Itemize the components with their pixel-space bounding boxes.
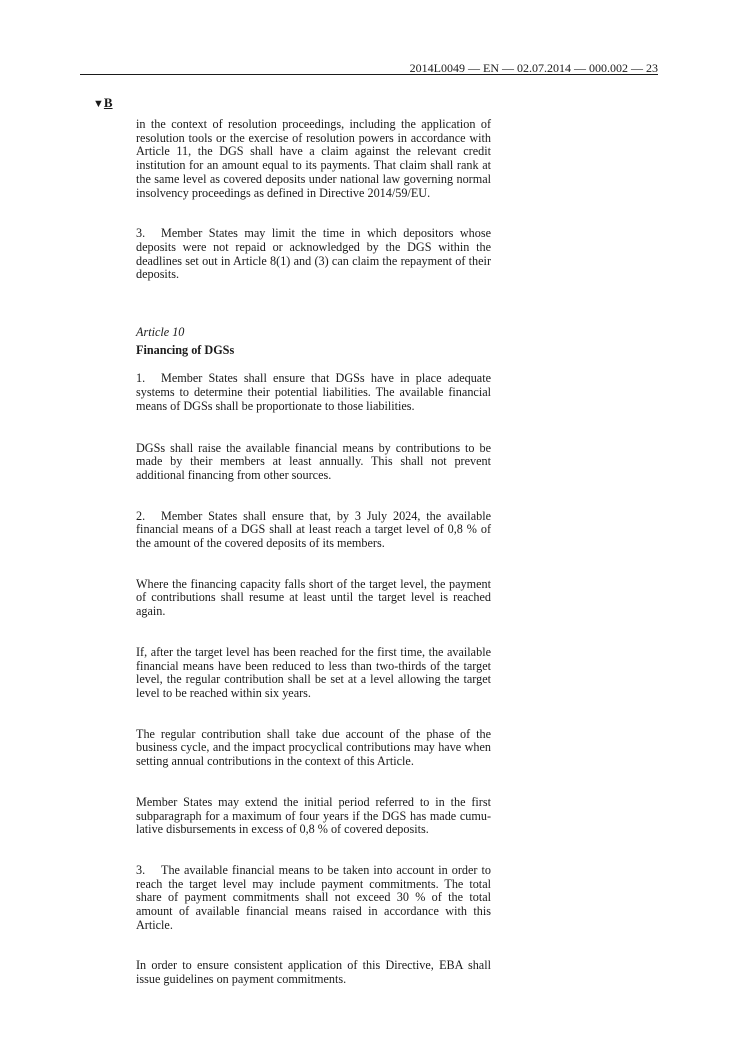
paragraph-10-2-sub-a: Where the financing capacity falls short of the target level, the payment of contributions shall resume at least until the target level is reached again. <box>136 576 491 619</box>
paragraph-text: Member States shall ensure that DGSs have in place adequate systems to determine their potential liabilities. The available financial means of DGSs shall be proportionate to those liabilities. <box>136 371 491 413</box>
page-header-reference: 2014L0049 — EN — 02.07.2014 — 000.002 — 23 <box>409 61 658 75</box>
paragraph-10-2-sub-c: The regular contribution shall take due account of the phase of the business cycle, and the impact procyclical contributions may have when setting annual contributions in the context of this Article. <box>136 726 491 769</box>
paragraph-10-2-sub-b: If, after the target level has been reached for the first time, the available financial means have been reduced to less than two-thirds of the target level, the regular contribution shall be set at a level allowing the target level to be reached within six years. <box>136 644 491 700</box>
amendment-marker <box>93 95 113 112</box>
paragraph-10-1-sub: DGSs shall raise the available financial means by contributions to be made by their members at least annually. This shall not prevent additional financing from other sources. <box>136 440 491 482</box>
paragraph-10-1 <box>136 372 491 413</box>
paragraph-10-2 <box>136 510 491 551</box>
paragraph-text: The available financial means to be taken into account in order to reach the target level may include payment commitments. The total share of payment commitments shall not exceed 30 % of the total amount of available financial means raised in accordance with this Article. <box>136 862 491 932</box>
document-body <box>136 118 491 987</box>
triangle-down-icon: ▼ <box>93 98 104 110</box>
paragraph-continuation: in the context of resolution proceedings, including the application of resolution tools or the exercise of resolution powers in accordance with Article 11, the DGS shall have a claim against the relevant credit institution for an amount equal to its payments. That claim shall rank at the same level as covered deposits under national law governing normal insolvency proceedings as defined in Directive 2014/59/EU. <box>136 117 491 200</box>
paragraph-text: Member States may limit the time in which depositors whose deposits were not repaid or acknowledged by the DGS within the deadlines set out in Article 8(1) and (3) can claim the repayment of their deposits. <box>136 226 491 282</box>
amendment-marker-letter: B <box>103 95 113 110</box>
article-label: Article 10 <box>136 325 185 340</box>
article-title: Financing of DGSs <box>136 342 235 357</box>
paragraph-9-3 <box>136 227 491 282</box>
paragraph-10-2-sub-d: Member States may extend the initial period referred to in the first subparagraph for a maximum of four years if the DGS has made cumulative disbursements in excess of 0,8 % of covered deposits. <box>136 794 491 837</box>
paragraph-number: 3. <box>136 862 146 877</box>
header-divider <box>80 74 658 75</box>
paragraph-number: 3. <box>136 226 146 241</box>
paragraph-10-3 <box>136 864 491 933</box>
paragraph-10-3-sub: In order to ensure consistent application of this Directive, EBA shall issue guidelines on payment commitments. <box>136 958 491 987</box>
paragraph-number: 2. <box>136 508 146 523</box>
paragraph-number: 1. <box>136 371 146 386</box>
paragraph-text: Member States shall ensure that, by 3 July 2024, the available financial means of a DGS shall at least reach a target level of 0,8 % of the amount of the covered deposits of its members. <box>136 508 491 551</box>
